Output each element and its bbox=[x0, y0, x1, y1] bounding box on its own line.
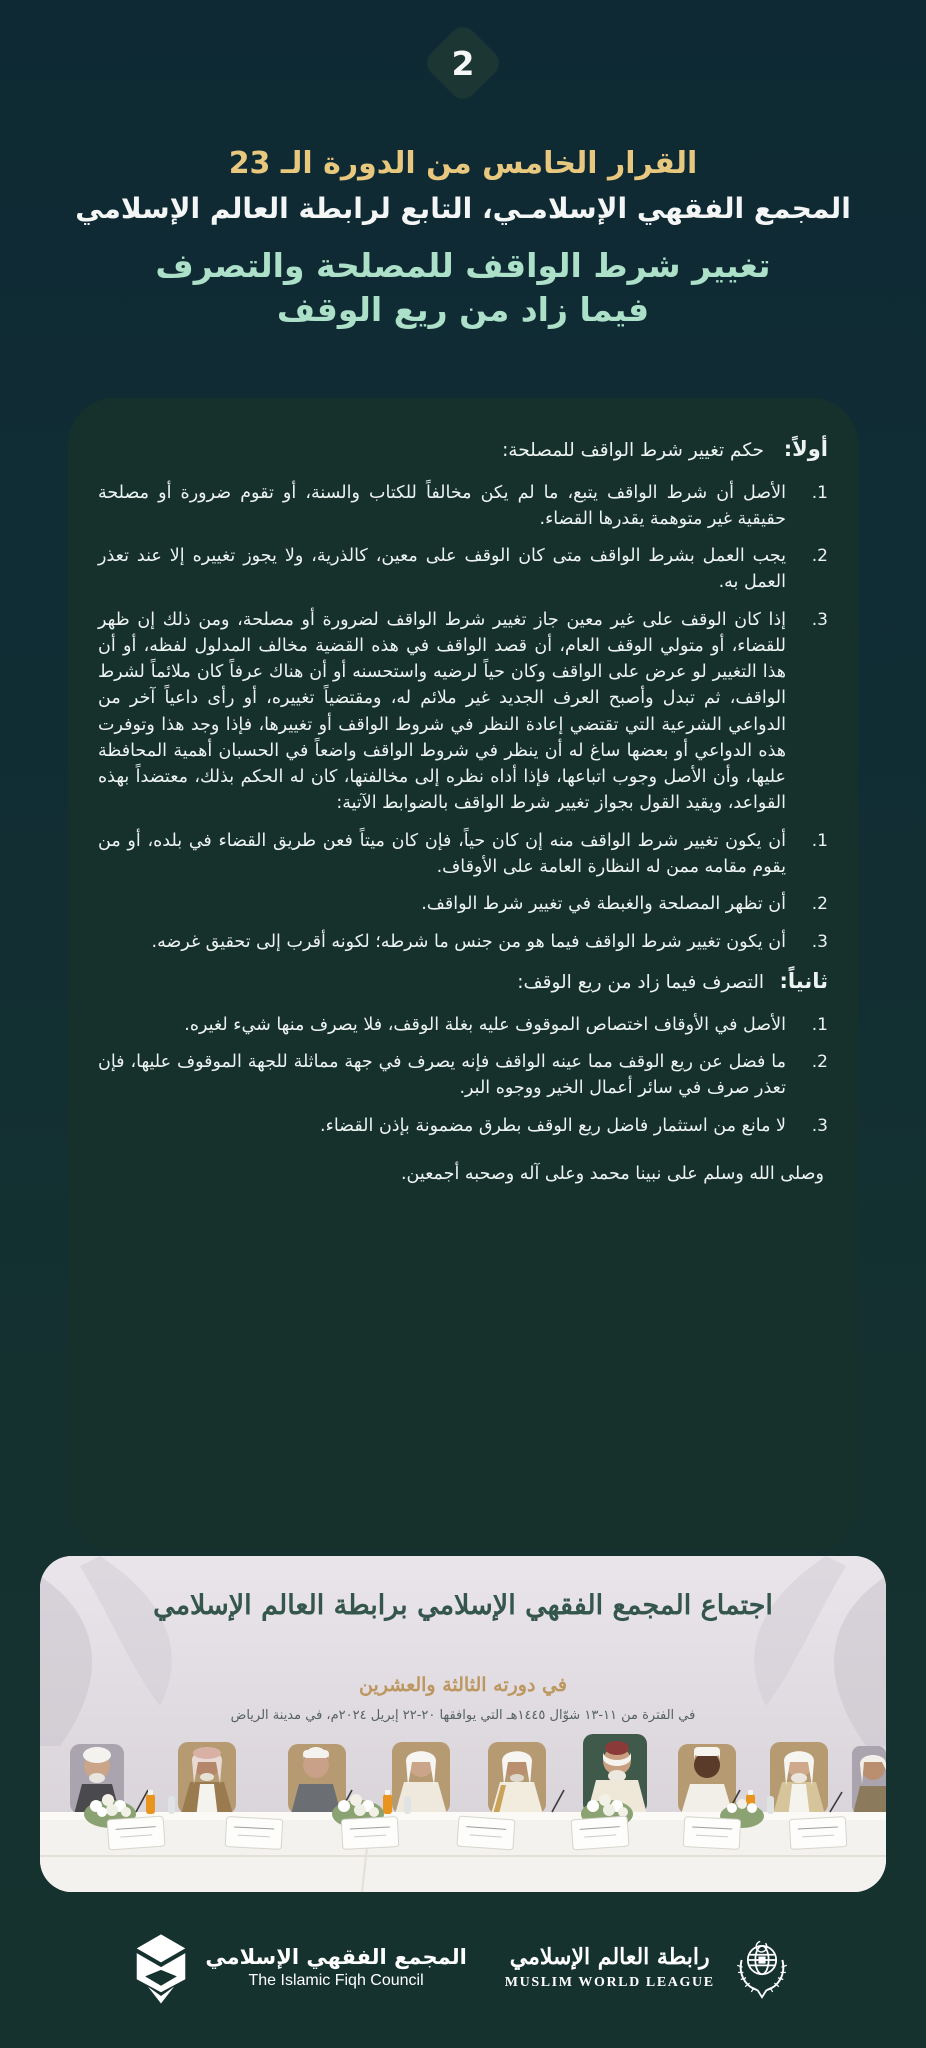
item-text: أن يكون تغيير شرط الواقف منه إن كان حياً، فإن كان ميتاً فعن طريق القضاء في بلده، أو من يقوم مقامه ممن له النظارة العامة على الأوقاف. bbox=[98, 830, 786, 877]
item-text: أن يكون تغيير شرط الواقف فيما هو من جنس ما شرطه؛ لكونه أقرب إلى تحقيق غرضه. bbox=[151, 931, 786, 952]
item-number: 3. bbox=[811, 609, 828, 630]
list-item bbox=[98, 828, 828, 881]
item-number: 2. bbox=[811, 546, 828, 566]
item-number: 2. bbox=[811, 894, 828, 914]
list-item bbox=[98, 1012, 828, 1039]
section-1-title: حكم تغيير شرط الواقف للمصلحة: bbox=[502, 440, 764, 461]
topic-line-1: تغيير شرط الواقف للمصلحة والتصرف bbox=[155, 246, 771, 285]
photo-date-line: في الفترة من ١١-١٣ شوّال ١٤٤٥هـ التي يوافقها ٢٠-٢٢ إبريل ٢٠٢٤م، في مدينة الرياض bbox=[230, 1708, 696, 1723]
fiqh-council-text bbox=[205, 1945, 466, 1991]
list-item bbox=[98, 1049, 828, 1102]
section-1-label: أولاً: bbox=[783, 437, 828, 461]
item-text: أن تظهر المصلحة والغبطة في تغيير شرط الواقف. bbox=[421, 894, 786, 914]
list-item bbox=[98, 607, 828, 817]
list-item bbox=[98, 929, 828, 956]
badge-number: 2 bbox=[451, 43, 475, 83]
mwl-english: MUSLIM WORLD LEAGUE bbox=[504, 1974, 715, 1990]
footer bbox=[0, 1908, 926, 2028]
fiqh-council-english: The Islamic Fiqh Council bbox=[248, 1972, 424, 1990]
list-item bbox=[98, 891, 828, 918]
item-number: 1. bbox=[811, 830, 828, 851]
item-text: إذا كان الوقف على غير معين جاز تغيير شرط الواقف لضرورة أو مصلحة، ومن ذلك إن ظهر للقضاء، أو متولي الوقف العام، أن قصد الواقف في هذه القضية مخالف المدلول لفظه، أو أن هذا التغيير لو عرض على الواقف وكان حياً لرضيه واستحسنه أو أن هناك عرفاً كان ملائماً لشرط الواقف، ثم تبدل وأصبح العرف الجديد غير ملائم له، ومقتضياً تغييره، أو رأى داعياً آخر من الدواعي الشرعية التي تقتضي إعادة النظر في شروط الواقف أو تغييرها، فإذا وجد هذا وتوفرت هذه الدواعي أو بعضها ساغ له أن ينظر في شروط الواقف واضعاً في الحسبان أهمية المحافظة عليها، وأن الأصل وجوب اتباعها، فإذا أداه نظره إلى مخالفتها، كان له الحكم بذلك، معتضداً بهذه القواعد، ويقيد القول بجواز تغيير شرط الواقف بالضوابط الآتية: bbox=[98, 609, 786, 814]
closing-salutation: وصلى الله وسلم على نبينا محمد وعلى آله وصحبه أجمعين. bbox=[400, 1164, 824, 1184]
item-number: 1. bbox=[811, 1014, 828, 1035]
item-text: ما فضل عن ريع الوقف مما عينه الواقف فإنه يصرف في جهة مماثلة للجهة الموقوف عليها، فإن تعذر صرف في سائر أعمال الخير ووجوه البر. bbox=[98, 1052, 786, 1099]
mwl-text bbox=[505, 1945, 715, 1990]
kaaba-icon bbox=[133, 1932, 189, 2004]
section-2-title: التصرف فيما زاد من ريع الوقف: bbox=[517, 972, 764, 993]
section-2-label: ثانياً: bbox=[779, 969, 828, 993]
item-text: يجب العمل بشرط الواقف متى كان الوقف على معين، كالذرية، ولا يجوز تغييره إلا عند تعذر العمل به. bbox=[98, 546, 786, 593]
item-number: 1. bbox=[811, 482, 828, 503]
item-number: 3. bbox=[811, 931, 828, 952]
fiqh-council-arabic: المجمع الفقهي الإسلامي bbox=[205, 1945, 467, 1970]
list-item bbox=[98, 543, 828, 596]
item-text: الأصل أن شرط الواقف يتبع، ما لم يكن مخالفاً للكتاب والسنة، أو تقوم ضرورة أو مصلحة حقيقية غير متوهمة يقدرها القضاء. bbox=[98, 482, 786, 529]
decision-card bbox=[68, 398, 858, 1550]
photo-session-line: في دورته الثالثة والعشرين bbox=[359, 1674, 567, 1696]
list-item bbox=[98, 480, 828, 533]
topic-line-2: فيما زاد من ريع الوقف bbox=[276, 289, 650, 329]
item-number: 3. bbox=[811, 1115, 828, 1136]
diamond-badge bbox=[422, 22, 504, 104]
conference-photo bbox=[40, 1556, 886, 1892]
mwl-logo bbox=[505, 1935, 793, 2001]
organization-title: المجمع الفقهي الإسلامـي، التابع لرابطة العالم الإسلامي bbox=[75, 192, 851, 225]
item-text: لا مانع من استثمار فاضل ريع الوقف بطرق مضمونة بإذن القضاء. bbox=[320, 1115, 786, 1136]
mwl-emblem-icon bbox=[731, 1935, 793, 2001]
session-title: القرار الخامس من الدورة الـ 23 bbox=[228, 146, 698, 181]
section-1-heading bbox=[98, 434, 828, 466]
decision-number-badge bbox=[0, 34, 926, 92]
list-item bbox=[98, 1113, 828, 1140]
mwl-arabic: رابطة العالم الإسلامي bbox=[509, 1944, 710, 1971]
item-number: 2. bbox=[811, 1052, 828, 1072]
photo-calligraphy-title: اجتماع المجمع الفقهي الإسلامي برابطة العالم الإسلامي bbox=[153, 1590, 773, 1621]
item-text: الأصل في الأوقاف اختصاص الموقوف عليه بغلة الوقف، فلا يصرف منها شيء لغيره. bbox=[184, 1014, 786, 1035]
fiqh-council-logo bbox=[133, 1932, 466, 2004]
topic-title bbox=[0, 244, 926, 331]
section-2-heading bbox=[98, 966, 828, 998]
